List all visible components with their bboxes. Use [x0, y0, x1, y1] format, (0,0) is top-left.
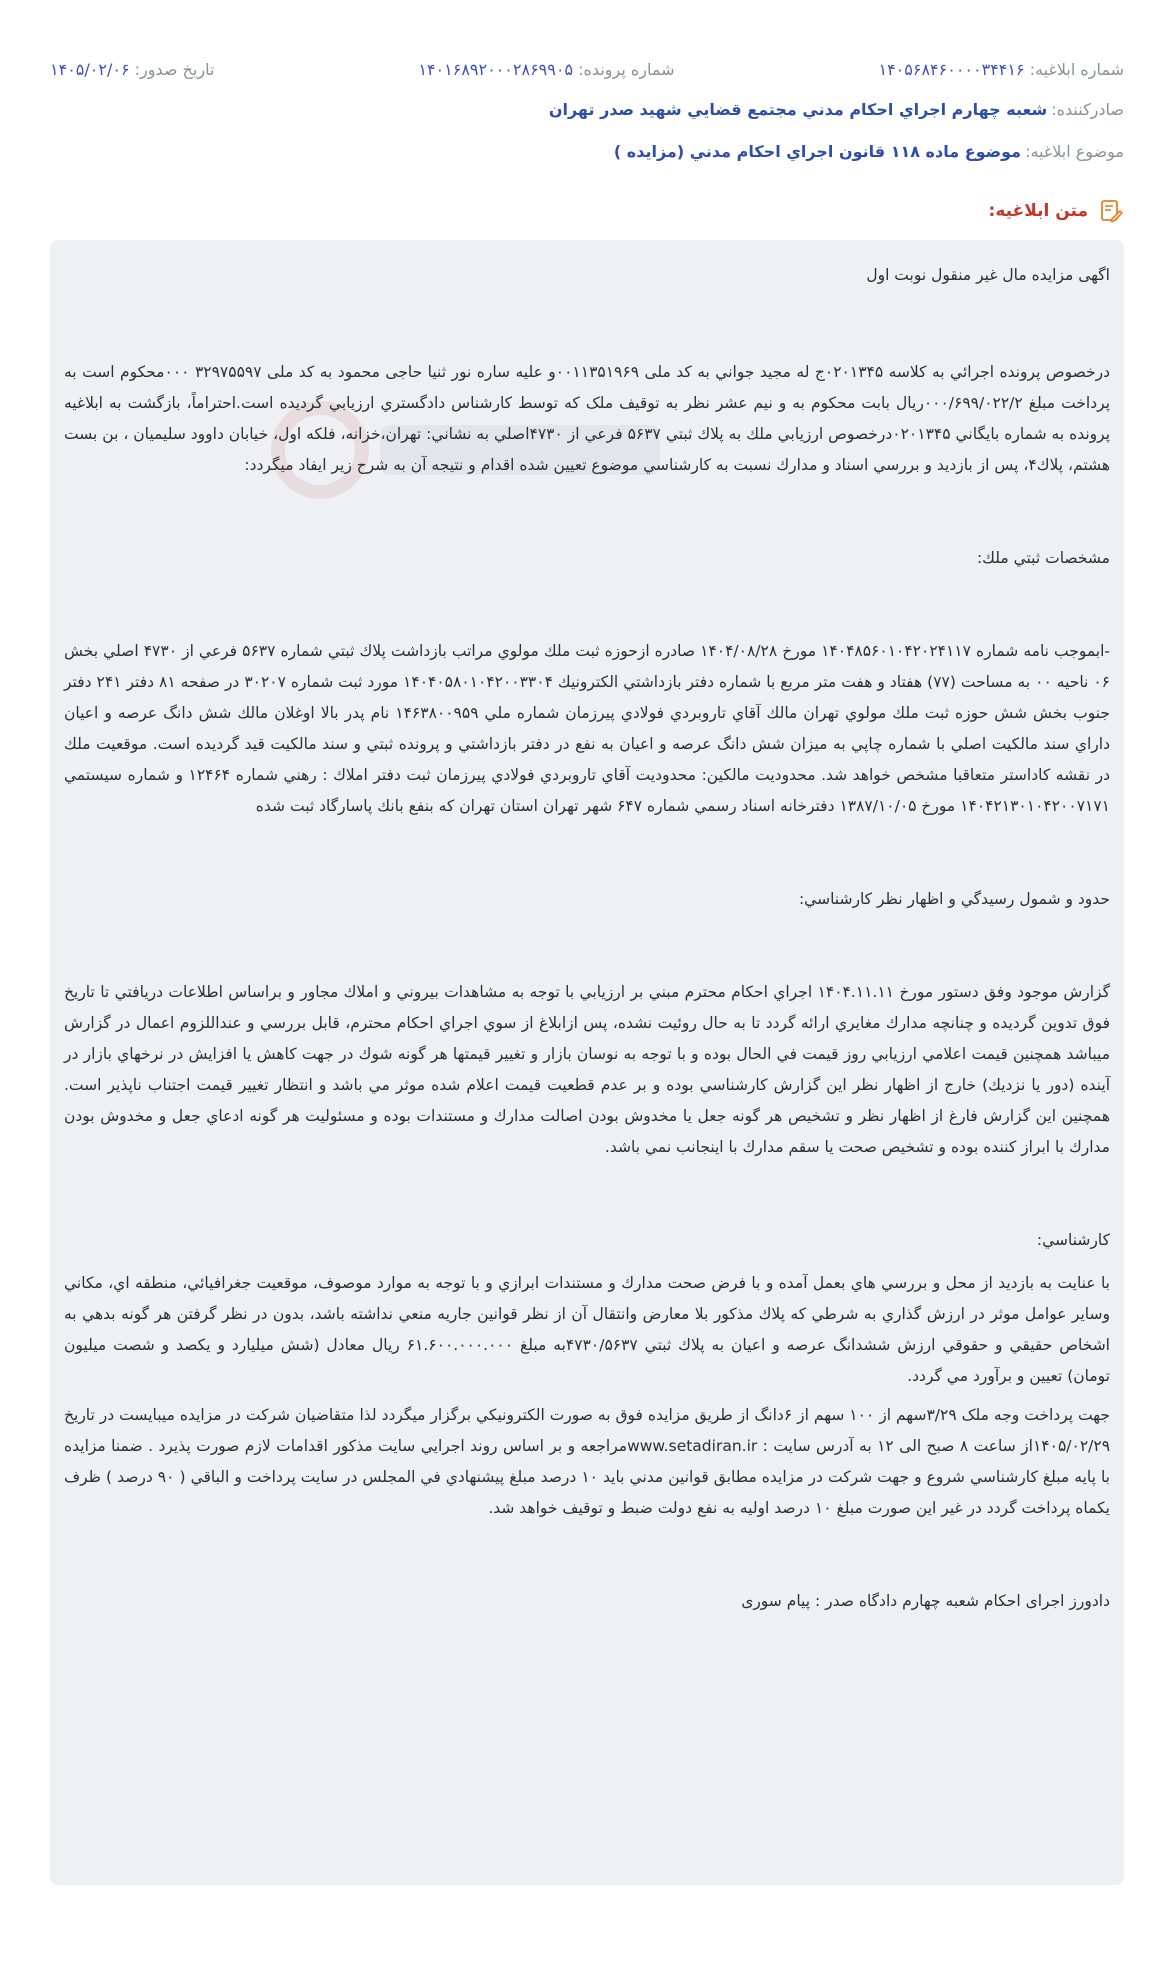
- paragraph-registry: -ابموجب نامه شماره ۱۴۰۴۸۵۶۰۱۰۴۲۰۲۴۱۱۷ مورخ ۱۴۰۴/۰۸/۲۸ صادره ازحوزه ثبت ملك مولوي مراتب بازداشت پلاك ثبتي شماره ۵۶۳۷ فرعي از ۴۷۳۰ اصلي بخش ۰۶ ناحيه ۰۰ به مساحت (۷۷) هفتاد و هفت متر مربع با شماره دفتر بازداشتي الكترونيك ۱۴۰۴۰۵۸۰۱۰۴۲۰۰۳۳۰۴ مورد ثبت شماره ۳۰۲۰۷ در صفحه ۸۱ دفتر ۲۴۱ دفتر جنوب بخش شش حوزه ثبت ملك مولوي تهران مالك آقاي تاروبردي فولادي پيرزمان شماره ملي ۱۴۶۳۸۰۰۹۵۹ نام پدر بالا اوغلان مالك شش دانگ عرصه و اعيان داراي سند مالكيت اصلي با شماره چاپي به ميزان شش دانگ عرصه و اعيان به نفع در دفتر بازداشتي و پرونده ثبتي و سند مالكيت قيد گرديده است. موقعيت ملك در نقشه كاداستر متعاقبا مشخص خواهد شد. محدوديت مالكين: محدوديت آقاي تاروبردي فولادي پيرزمان ثبت دفتر املاك : رهني شماره ۱۲۴۶۴ و شماره سيستمي ۱۴۰۴۲۱۳۰۱۰۴۲۰۰۷۱۷۱ مورخ ۱۳۸۷/۱۰/۰۵ دفترخانه اسناد رسمي شماره ۶۴۷ شهر تهران استان تهران كه بنفع بانك پاسارگاد ثبت شده: [64, 642, 1111, 815]
- section-expert-title: كارشناسي:: [1036, 1231, 1110, 1249]
- paragraph-auction: جهت پرداخت وجه ملک ۳/۲۹سهم از ۱۰۰ سهم از ۶دانگ از طریق مزایده فوق به صورت الكترونيكي برگزار ميگردد لذا متقاضيان شركت در مزايده ميبايست در تاريخ ۱۴۰۵/۰۲/۲۹از ساعت ۸ صبح الی ۱۲ به آدرس سايت : www.setadiran.irمراجعه و بر اساس روند اجرايي سايت مذكور اقدامات لازم صورت پذيرد . ضمنا مزايده با پايه مبلغ كارشناسي شروع و جهت شركت در مزايده مطابق قوانين مدني بايد ۱۰ درصد مبلغ پيشنهادي في المجلس در سايت پرداخت و الباقي ( ۹۰ درصد ) ظرف يكماه پرداخت گردد در غير اين صورت مبلغ ۱۰ درصد اوليه به نفع دولت ضبط و توقيف خواهد شد.: [64, 1406, 1111, 1517]
- issuer-label: صادرکننده:: [1051, 99, 1124, 119]
- issuer-value: شعبه چهارم اجراي احکام مدني مجتمع قضايي شهيد صدر تهران: [548, 99, 1048, 119]
- notice-number-value: ۱۴۰۵۶۸۴۶۰۰۰۰۳۴۴۱۶: [878, 59, 1025, 79]
- issuer-row: [50, 88, 1124, 130]
- issue-date-label: تاريخ صدور:: [134, 59, 215, 79]
- notice-text-heading: [989, 198, 1124, 224]
- case-number: [418, 60, 674, 79]
- case-number-label: شماره پرونده:: [578, 59, 675, 79]
- subject-value: موضوع ماده ۱۱۸ قانون اجراي احکام مدني (مزايده ): [613, 141, 1022, 161]
- notice-header: [50, 50, 1124, 172]
- paragraph-intro: درخصوص پرونده اجرائي به كلاسه ۰۲۰۱۳۴۵ج له مجيد جواني به کد ملی ۰۰۱۱۳۵۱۹۶۹و علیه ساره نور ثنیا حاجی محمود به کد ملی ۳۲۹۷۵۵۹۷ ۰۰۰محکوم است به پرداخت مبلغ ۰۰۰/۶۹۹/۰۲۲/۲ریال بابت محکوم به و نیم عشر نظر به توقيف ملک که توسط كارشناس دادگستري ارزيابي گرديده است.احتراماً، بازگشت به ابلاغيه پرونده به شماره بايگاني ۰۲۰۱۳۴۵درخصوص ارزيابي ملك به پلاك ثبتي ۵۶۳۷ فرعي از ۴۷۳۰اصلي به نشاني: تهران،خزانه، فلكه اول، خيابان داوود سليميان ، بن بست هشتم، پلاك۴، پس از بازديد و بررسي اسناد و مدارك نسبت به كارشناسي موضوع تعيين شده اقدام و نتيجه آن به شرح زير ايفاد ميگردد:: [64, 363, 1111, 474]
- subject-label: موضوع ابلاغيه:: [1025, 141, 1124, 161]
- document-edit-icon: [1098, 198, 1124, 224]
- notice-heading: اگهی مزایده مال غیر منقول نوبت اول: [866, 266, 1110, 284]
- section-scope-title: حدود و شمول رسيدگي و اظهار نظر كارشناسي:: [798, 890, 1110, 908]
- meta-row: [50, 50, 1124, 88]
- notice-body-card: [50, 240, 1124, 1885]
- section-registry-title: مشخصات ثبتي ملك:: [976, 549, 1110, 567]
- notice-number: [878, 60, 1124, 79]
- issue-date: [50, 60, 214, 79]
- issue-date-value: ۱۴۰۵/۰۲/۰۶: [50, 59, 130, 79]
- subject-row: [50, 130, 1124, 172]
- notice-text-title: متن ابلاغيه:: [988, 201, 1088, 221]
- signature: دادورز اجرای احکام شعبه چهارم دادگاه صدر : پیام سوری: [741, 1592, 1110, 1610]
- case-number-value: ۱۴۰۱۶۸۹۲۰۰۰۲۸۶۹۹۰۵: [418, 59, 574, 79]
- paragraph-scope: گزارش موجود وفق دستور مورخ ۱۴۰۴.۱۱.۱۱ اجراي احكام محترم مبني بر ارزيابي با توجه به مشاهدات بيروني و املاك مجاور و براساس اطلاعات دريافتي تا تاريخ فوق تدوين گرديده و چنانچه مدارك مغايري ارائه گردد تا به حال روئيت نشده، پس ازابلاغ از سوي اجراي احكام محترم، قابل بررسي و عنداللزوم اعمال در گزارش ميباشد همچنين قيمت اعلامي ارزيابي روز قيمت في الحال بوده و با توجه به نوسان بازار و تغيير قيمتها هر گونه شوك در جهت كاهش يا افزايش در نرخهاي بازار در آينده (دور يا نزديك) خارج از اظهار نظر اين گزارش كارشناسي بوده و بر عدم قطعيت قيمت اعلام شده موثر مي باشد و انتظار تغيير قيمت اجتناب ناپذير است. همچنين اين گزارش فارغ از اظهار نظر و تشخيص هر گونه جعل يا مخدوش بودن اصالت مدارك و مستندات بوده و مسئوليت هر گونه ادعاي جعل و مخدوش بودن مدارك با ابراز كننده بوده و تشخيص صحت يا سقم مدارك با اينجانب نمي باشد.: [64, 983, 1110, 1156]
- notice-body: [64, 260, 1110, 1617]
- notice-number-label: شماره ابلاغيه:: [1029, 59, 1124, 79]
- paragraph-expert: با عنايت به بازديد از محل و بررسي هاي بعمل آمده و با فرض صحت مدارك و مستندات ابرازي و با توجه به موارد موصوف، موقعيت جغرافيائي، منطقه اي، مكاني وساير عوامل موثر در ارزش گذاري به شرطي كه پلاك مذكور بلا معارض وانتقال آن از نظر قوانين جاريه منعي نداشته باشد، بدون در نظر گرفتن هر گونه بدهي به اشخاص حقيقي و حقوقي ارزش ششدانگ عرصه و اعيان به پلاك ثبتي ۴۷۳۰/۵۶۳۷به مبلغ ۶۱.۶۰۰.۰۰۰.۰۰۰ ريال معادل (شش ميليارد و يكصد و شصت ميليون تومان) تعيين و برآورد مي گردد.: [64, 1274, 1110, 1385]
